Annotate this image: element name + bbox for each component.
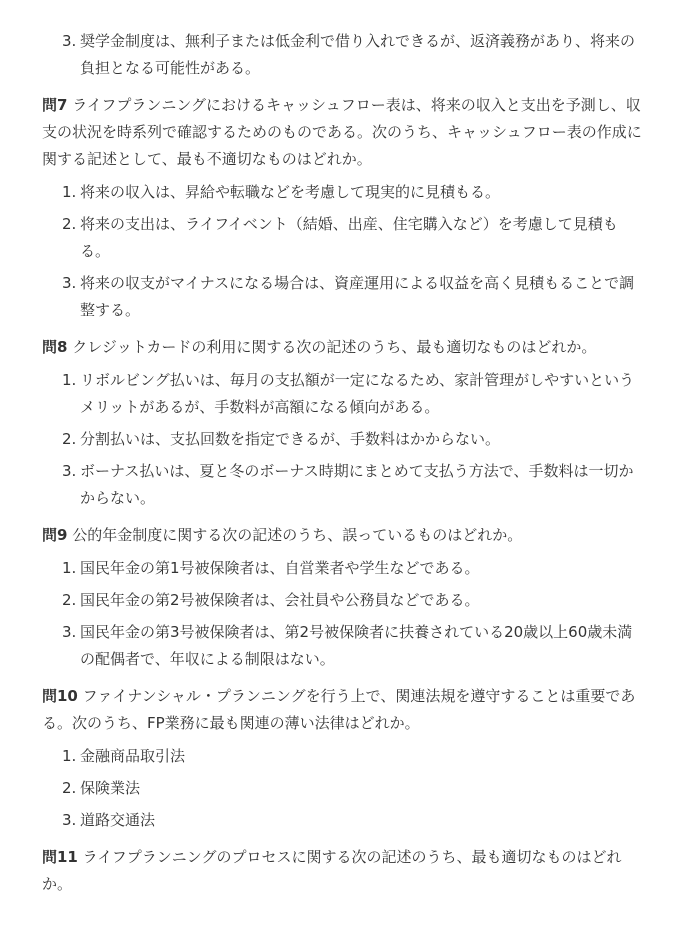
question-body: ファイナンシャル・プランニングを行う上で、関連法規を遵守することは重要である。次のうち、FP業務に最も関連の薄い法律はどれか。 — [42, 687, 636, 732]
question-body: クレジットカードの利用に関する次の記述のうち、最も適切なものはどれか。 — [72, 338, 597, 356]
option-number: 2. — [62, 779, 77, 797]
option-number: 1. — [62, 747, 77, 765]
previous-options — [42, 28, 644, 82]
option-number: 1. — [62, 559, 77, 577]
option-number: 2. — [62, 430, 77, 448]
question-label: 問9 — [42, 526, 68, 544]
option-item — [42, 270, 644, 324]
option-text: 国民年金の第2号被保険者は、会社員や公務員などである。 — [80, 591, 480, 609]
question-label: 問11 — [42, 848, 78, 866]
option-text: 将来の収支がマイナスになる場合は、資産運用による収益を高く見積もることで調整する。 — [80, 274, 635, 319]
option-text: 国民年金の第3号被保険者は、第2号被保険者に扶養されている20歳以上60歳未満の配偶者で、年収による制限はない。 — [80, 623, 633, 668]
option-text: リボルビング払いは、毎月の支払額が一定になるため、家計管理がしやすいというメリットがあるが、手数料が高額になる傾向がある。 — [80, 371, 635, 416]
option-number: 1. — [62, 183, 77, 201]
question-body: ライフプランニングのプロセスに関する次の記述のうち、最も適切なものはどれか。 — [42, 848, 622, 893]
option-text: 道路交通法 — [80, 811, 156, 829]
option-number: 3. — [62, 462, 77, 480]
question-text — [42, 92, 644, 173]
option-item — [42, 743, 644, 770]
option-text: 国民年金の第1号被保険者は、自営業者や学生などである。 — [80, 559, 480, 577]
option-item — [42, 367, 644, 421]
question-label: 問7 — [42, 96, 68, 114]
option-number: 1. — [62, 371, 77, 389]
question-text — [42, 683, 644, 737]
option-item: 3. 奨学金制度は、無利子または低金利で借り入れできるが、返済義務があり、将来の負担となる可能性がある。 — [62, 32, 636, 77]
question-text — [42, 844, 644, 898]
option-list — [42, 743, 644, 834]
option-item — [42, 426, 644, 453]
option-item — [42, 587, 644, 614]
question-text — [42, 522, 644, 549]
option-number: 2. — [62, 591, 77, 609]
question-body: 公的年金制度に関する次の記述のうち、誤っているものはどれか。 — [72, 526, 523, 544]
option-list — [42, 555, 644, 673]
option-text: ボーナス払いは、夏と冬のボーナス時期にまとめて支払う方法で、手数料は一切かからない。 — [80, 462, 634, 507]
option-list — [42, 179, 644, 324]
option-text: 保険業法 — [80, 779, 141, 797]
option-item — [42, 807, 644, 834]
option-item — [42, 555, 644, 582]
question-label: 問8 — [42, 338, 68, 356]
option-item — [42, 179, 644, 206]
question-text — [42, 334, 644, 361]
option-text: 将来の支出は、ライフイベント（結婚、出産、住宅購入など）を考慮して見積もる。 — [80, 215, 618, 260]
option-item — [42, 458, 644, 512]
option-list — [42, 367, 644, 512]
document-body — [42, 28, 644, 904]
option-text: 金融商品取引法 — [80, 747, 186, 765]
option-number: 3. — [62, 623, 77, 641]
option-number: 2. — [62, 215, 77, 233]
question-body: ライフプランニングにおけるキャッシュフロー表は、将来の収入と支出を予測し、収支の状況を時系列で確認するためのものである。次のうち、キャッシュフロー表の作成に関する記述として、最も不適切なものはどれか。 — [42, 96, 642, 168]
option-item — [42, 211, 644, 265]
option-item — [42, 775, 644, 802]
option-number: 3. — [62, 811, 77, 829]
question-label: 問10 — [42, 687, 78, 705]
option-text: 将来の収入は、昇給や転職などを考慮して現実的に見積もる。 — [80, 183, 501, 201]
option-text: 分割払いは、支払回数を指定できるが、手数料はかからない。 — [80, 430, 501, 448]
option-item — [42, 619, 644, 673]
option-number: 3. — [62, 274, 77, 292]
